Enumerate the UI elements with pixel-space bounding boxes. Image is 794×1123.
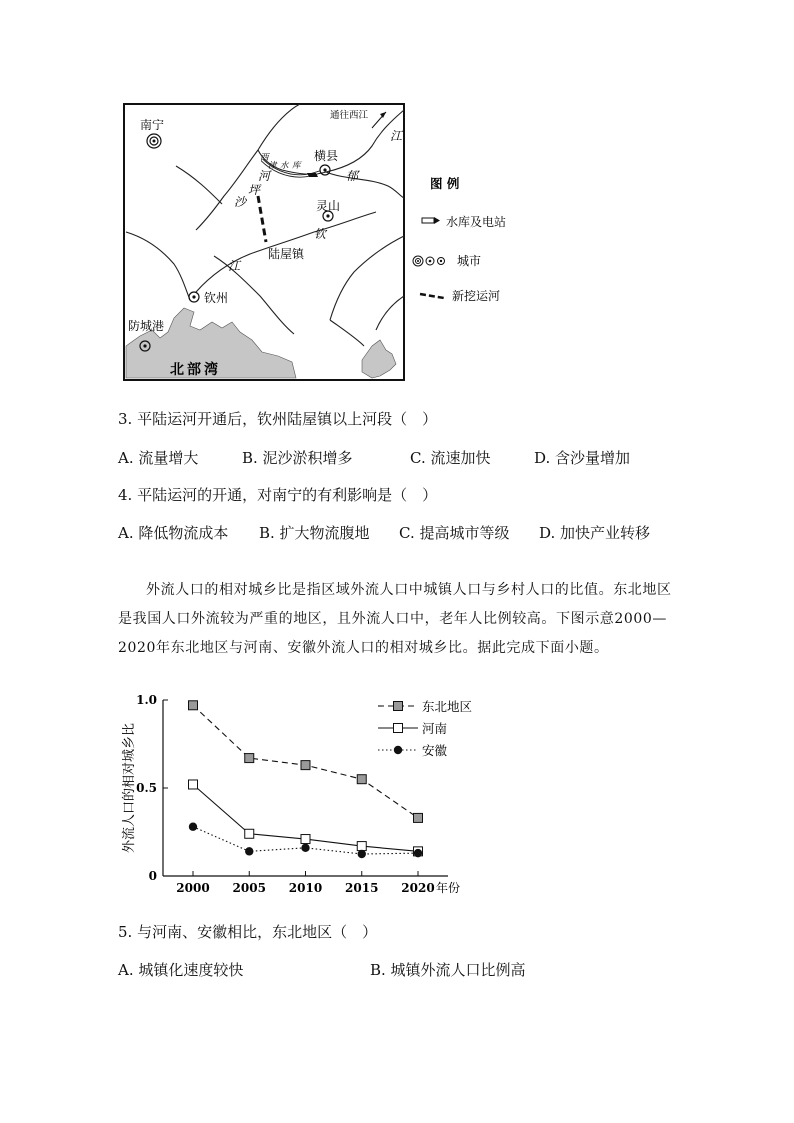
river-label-sha: 沙	[234, 195, 247, 209]
x-tick-label: 2020	[401, 881, 435, 895]
q4-option-c[interactable]: C. 提高城市等级	[399, 524, 510, 542]
question-3-stem: 3. 平陆运河开通后，钦州陆屋镇以上河段（ ）	[118, 410, 438, 428]
y-tick-label: 1.0	[136, 693, 157, 707]
legend-reservoir-label: 水库及电站	[446, 215, 507, 229]
map-figure	[0, 0, 794, 400]
y-tick-label: 0	[148, 869, 157, 883]
q3-option-d[interactable]: D. 含沙量增加	[534, 449, 631, 467]
data-point-series-0	[189, 701, 198, 710]
river-label-jiang-mid: 江	[228, 259, 241, 273]
data-point-series-2	[301, 844, 309, 852]
reservoir-label-4: 库	[292, 161, 301, 171]
question-5-stem: 5. 与河南、安徽相比，东北地区（ ）	[118, 923, 378, 941]
legend-reservoir-icon	[422, 217, 440, 224]
legend-marker-2	[394, 746, 402, 754]
passage-text: 外流人口的相对城乡比是指区域外流人口中城镇人口与乡村人口的比值。东北地区是我国人口外流较为严重的地区，且外流人口中，老年人比例较高。下图示意2000—2020年东北地区与河南、安徽外流人口的相对城乡比。据此完成下面小题。	[118, 582, 672, 656]
legend-label-0: 东北地区	[422, 699, 473, 714]
data-point-series-0	[414, 813, 423, 822]
label-to-xijiang: 通往西江	[330, 110, 369, 121]
q3-option-c[interactable]: C. 流速加快	[410, 449, 491, 467]
q4-option-a[interactable]: A. 降低物流成本	[118, 524, 229, 542]
label-beibuwan: 北部湾	[170, 362, 221, 378]
data-point-series-0	[301, 761, 310, 770]
y-tick-label: 0.5	[136, 781, 157, 795]
x-tick-label: 2015	[345, 881, 379, 895]
q5-option-a[interactable]: A. 城镇化速度较快	[118, 961, 244, 979]
q3-option-a[interactable]: A. 流量增大	[118, 449, 199, 467]
legend-marker-1	[394, 724, 403, 733]
q3-option-b[interactable]: B. 泥沙淤积增多	[242, 449, 353, 467]
x-tick-label: 2000	[176, 881, 210, 895]
data-point-series-2	[245, 847, 253, 855]
data-point-series-2	[358, 850, 366, 858]
legend-label-1: 河南	[422, 721, 448, 736]
river-label-qin: 钦	[314, 227, 327, 241]
legend-canal-icon	[420, 294, 444, 298]
data-point-series-2	[189, 823, 197, 831]
data-point-series-1	[301, 835, 310, 844]
legend-label-2: 安徽	[422, 743, 448, 758]
river-label-yu: 郁	[346, 169, 359, 183]
label-qinzhou: 钦州	[204, 291, 229, 305]
q4-option-d[interactable]: D. 加快产业转移	[539, 524, 651, 542]
data-point-series-1	[189, 780, 198, 789]
x-axis-label: 年份	[436, 881, 461, 895]
q5-option-b[interactable]: B. 城镇外流人口比例高	[370, 961, 526, 979]
legend-city-icon	[413, 256, 445, 266]
river-label-he: 河	[258, 169, 271, 183]
data-point-series-2	[414, 849, 422, 857]
line-chart	[0, 680, 794, 910]
data-point-series-0	[245, 754, 254, 763]
label-nanning: 南宁	[140, 118, 165, 132]
legend-title: 图 例	[430, 176, 460, 191]
river-label-ping: 坪	[248, 183, 261, 197]
reservoir-label-3: 水	[280, 161, 289, 171]
data-point-series-1	[245, 829, 254, 838]
q4-option-b[interactable]: B. 扩大物流腹地	[259, 524, 370, 542]
label-hengxian: 横县	[314, 149, 339, 163]
legend-marker-0	[394, 702, 403, 711]
data-point-series-0	[357, 775, 366, 784]
label-luwu: 陆屋镇	[268, 247, 305, 261]
legend-canal-label: 新挖运河	[452, 289, 501, 303]
label-lingshan: 灵山	[316, 199, 341, 213]
y-axis-label: 外流人口的相对城乡比	[122, 722, 137, 854]
river-label-jiang-top: 江	[390, 129, 403, 143]
x-tick-label: 2010	[288, 881, 323, 895]
reservoir-label-2: 津	[268, 161, 277, 171]
x-tick-label: 2005	[232, 881, 266, 895]
label-fangchenggang: 防城港	[128, 319, 165, 333]
data-point-series-1	[357, 842, 366, 851]
reservoir-label-1: 西	[260, 153, 269, 163]
legend-city-label: 城市	[457, 254, 482, 268]
question-4-stem: 4. 平陆运河的开通，对南宁的有利影响是（ ）	[118, 486, 438, 504]
